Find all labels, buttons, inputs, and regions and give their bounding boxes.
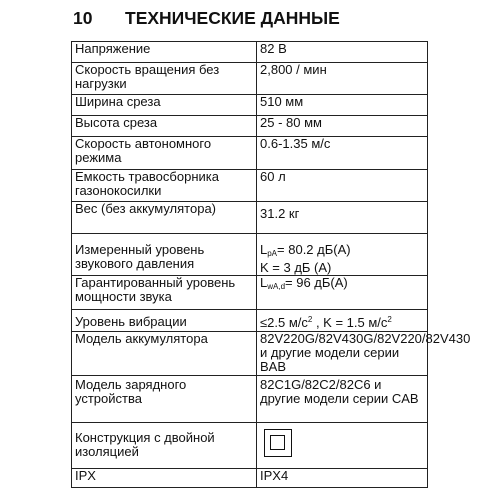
section-heading <box>0 7 500 29</box>
spec-label: Напряжение <box>72 42 257 63</box>
table-row <box>72 423 428 469</box>
lpa-value: = 80.2 дБ(А) <box>277 242 351 257</box>
spec-label: Гарантированный уровень мощности звука <box>72 276 257 310</box>
table-row <box>72 332 428 376</box>
spec-value: 510 мм <box>257 95 428 116</box>
spec-value <box>257 202 428 234</box>
spec-value <box>257 310 428 332</box>
vibration-sup1: 2 <box>307 315 313 324</box>
spec-label <box>72 376 257 423</box>
spec-label-text: Модель зарядного устройства <box>75 377 187 406</box>
table-row <box>72 376 428 423</box>
vibration-part1: ≤2.5 м/с <box>260 315 308 330</box>
sound-pressure-value <box>260 234 424 261</box>
spec-label <box>72 310 257 332</box>
spec-label <box>72 423 257 469</box>
table-row <box>72 42 428 63</box>
vibration-part2: , K = 1.5 м/с <box>312 315 388 330</box>
vibration-value <box>260 310 424 330</box>
lwa-value: = 96 дБ(А) <box>285 275 348 290</box>
spec-value: 82V220G/82V430G/82V220/82V430 и другие модели серии BAB <box>257 332 428 376</box>
spec-label: Ширина среза <box>72 95 257 116</box>
lpa-symbol: L <box>260 242 268 257</box>
table-row <box>72 95 428 116</box>
lpa-subscript: pA <box>267 249 278 258</box>
spec-label: Высота среза <box>72 116 257 137</box>
table-row <box>72 170 428 202</box>
spec-label-text: Уровень вибрации <box>75 314 187 329</box>
spec-value: 60 л <box>257 170 428 202</box>
spec-label: Скорость автономного режима <box>72 137 257 170</box>
table-row <box>72 469 428 488</box>
spec-label: IPX <box>72 469 257 488</box>
spec-label-text: Конструкция с двойной изоляцией <box>75 430 215 459</box>
spec-value-text: 82C1G/82C2/82C6 и другие модели серии CAB <box>260 377 419 406</box>
spec-label: Емкость травосборника газонокосилки <box>72 170 257 202</box>
vibration-sup2: 2 <box>387 315 392 324</box>
table-row <box>72 116 428 137</box>
spec-label: Вес (без аккумулятора) <box>72 202 257 234</box>
section-title: ТЕХНИЧЕСКИЕ ДАННЫЕ <box>125 8 340 28</box>
spec-label: Модель аккумулятора <box>72 332 257 376</box>
spec-value: 25 - 80 мм <box>257 116 428 137</box>
table-row <box>72 202 428 234</box>
lwa-symbol: L <box>260 275 268 290</box>
spec-value-text: 31.2 кг <box>260 206 300 221</box>
table-row <box>72 63 428 95</box>
spec-value <box>257 276 428 310</box>
spec-label-text: Измеренный уровень звукового давления <box>75 242 205 271</box>
section-number: 10 <box>73 8 93 28</box>
spec-value <box>257 376 428 423</box>
spec-label <box>72 234 257 276</box>
specs-table <box>71 41 471 488</box>
spec-label: Скорость вращения без нагрузки <box>72 63 257 95</box>
spec-value: 0.6-1.35 м/с <box>257 137 428 170</box>
double-insulation-icon <box>264 429 292 457</box>
sound-pressure-k: K = 3 дБ (А) <box>260 260 332 275</box>
lwa-subscript: wA,d <box>267 282 286 291</box>
spec-value: 2,800 / мин <box>257 63 428 95</box>
table-row <box>72 137 428 170</box>
table-row <box>72 310 428 332</box>
spec-value: 82 В <box>257 42 428 63</box>
spec-value <box>257 234 428 276</box>
spec-value: IPX4 <box>257 469 428 488</box>
table-row <box>72 276 428 310</box>
table-row <box>72 234 428 276</box>
spec-value <box>257 423 428 469</box>
